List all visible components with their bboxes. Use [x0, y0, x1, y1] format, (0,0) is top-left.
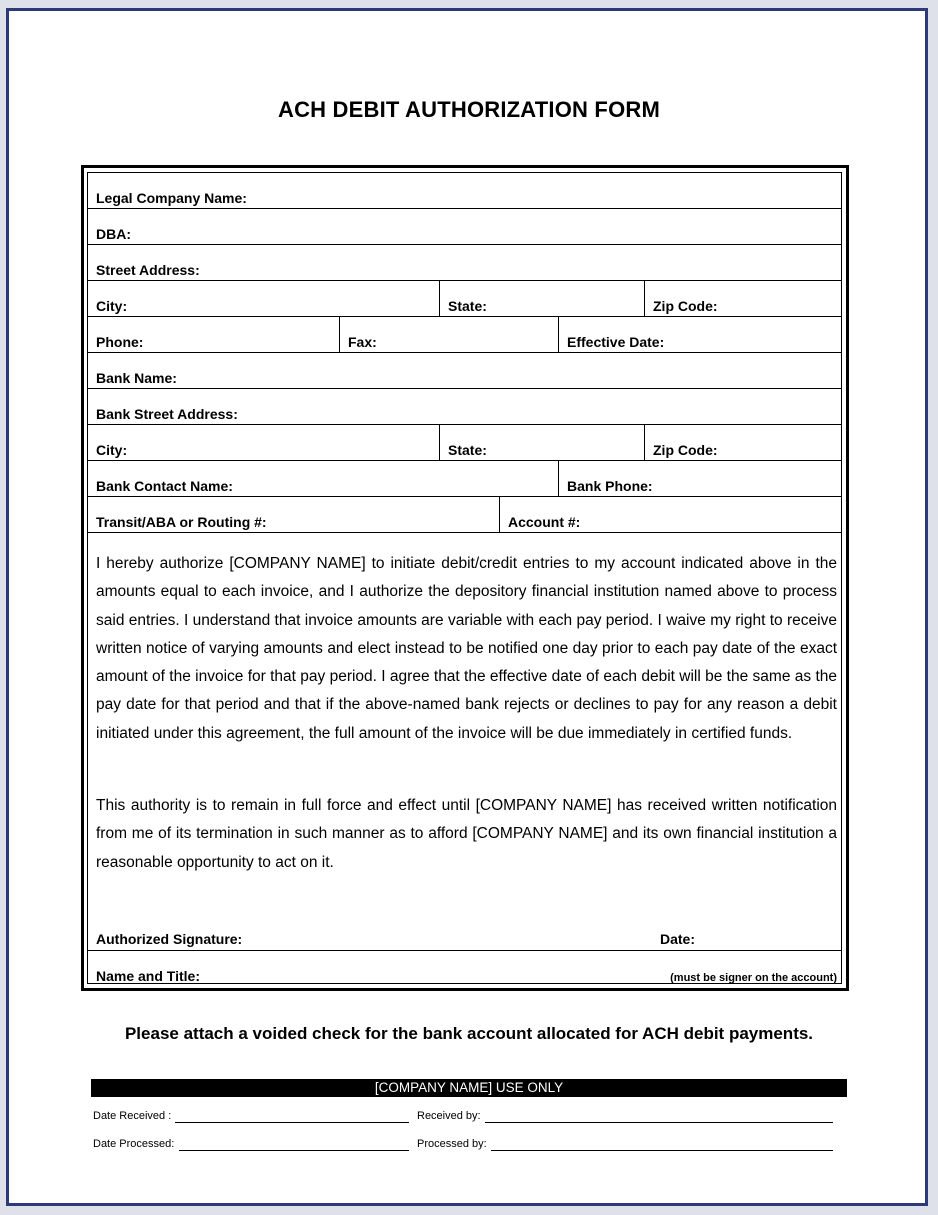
- row-dba: [88, 209, 841, 245]
- processed-by-line[interactable]: [491, 1150, 833, 1151]
- bank-contact-name-field[interactable]: [88, 461, 558, 496]
- bank-zip-code-field[interactable]: [644, 425, 841, 460]
- bank-street-address-field[interactable]: [88, 389, 841, 424]
- date-received-line[interactable]: [175, 1122, 409, 1123]
- name-and-title-label: Name and Title:: [96, 968, 200, 984]
- row-name-title: [88, 951, 841, 987]
- bank-state-label: State:: [448, 442, 487, 458]
- street-address-field[interactable]: [88, 245, 841, 280]
- signer-note: (must be signer on the account): [670, 972, 837, 984]
- date-processed-label: Date Processed:: [93, 1138, 175, 1150]
- bank-contact-name-label: Bank Contact Name:: [96, 478, 233, 494]
- name-and-title-field[interactable]: [88, 951, 841, 987]
- legal-company-name-field[interactable]: [88, 173, 841, 208]
- dba-label: DBA:: [96, 226, 131, 242]
- row-routing-account: [88, 497, 841, 533]
- bank-city-field[interactable]: [88, 425, 439, 460]
- authority-paragraph: This authority is to remain in full force and effect until [COMPANY NAME] has received written notification from me of its termination in such manner as to afford [COMPANY NAME] and its own financial institution a reasonable opportunity to act on it.: [96, 797, 837, 871]
- form-inner: [87, 172, 842, 984]
- fax-field[interactable]: [339, 317, 558, 352]
- signature-date-label: Date:: [660, 931, 696, 947]
- effective-date-label: Effective Date:: [567, 334, 665, 350]
- routing-number-field[interactable]: [88, 497, 499, 532]
- bank-street-address-label: Bank Street Address:: [96, 406, 238, 422]
- bank-phone-label: Bank Phone:: [567, 478, 653, 494]
- city-field[interactable]: [88, 281, 439, 316]
- bank-phone-field[interactable]: [558, 461, 841, 496]
- attach-check-note: Please attach a voided check for the bank account allocated for ACH debit payments.: [124, 1024, 814, 1043]
- form-box: [81, 165, 849, 991]
- office-use-header: [COMPANY NAME] USE ONLY: [91, 1079, 847, 1097]
- row-bank-city-state-zip: [88, 425, 841, 461]
- bank-name-field[interactable]: [88, 353, 841, 388]
- fax-label: Fax:: [348, 334, 377, 350]
- bank-zip-code-label: Zip Code:: [653, 442, 718, 458]
- state-field[interactable]: [439, 281, 644, 316]
- dba-field[interactable]: [88, 209, 841, 244]
- authorization-paragraph: I hereby authorize [COMPANY NAME] to initiate debit/credit entries to my account indicated above in the amounts equal to each invoice, and I authorize the depository financial institution named above to process said entries. I understand that invoice amounts are variable with each pay period. I waive my right to receive written notice of varying amounts and elect instead to be notified one day prior to each pay date of the exact amount of the invoice for that pay period. I agree that the effective date of each debit will be the same as the pay date for that period and that if the above-named bank rejects or declines to pay for any reason a debit initiated under this agreement, the full amount of the invoice will be due immediately in certified funds.: [96, 555, 837, 742]
- row-signature: [88, 915, 841, 951]
- authorized-signature-label: Authorized Signature:: [96, 931, 243, 947]
- signature-date-field[interactable]: [652, 915, 841, 950]
- form-title: ACH DEBIT AUTHORIZATION FORM: [277, 97, 660, 122]
- street-address-label: Street Address:: [96, 262, 200, 278]
- row-bank-name: [88, 353, 841, 389]
- row-phone-fax-date: [88, 317, 841, 353]
- received-by-label: Received by:: [417, 1110, 481, 1122]
- row-street-address: [88, 245, 841, 281]
- effective-date-field[interactable]: [558, 317, 841, 352]
- row-legal-company-name: [88, 173, 841, 209]
- row-city-state-zip: [88, 281, 841, 317]
- row-bank-contact: [88, 461, 841, 497]
- city-label: City:: [96, 298, 128, 314]
- received-by-line[interactable]: [485, 1122, 833, 1123]
- bank-state-field[interactable]: [439, 425, 644, 460]
- account-number-label: Account #:: [508, 514, 581, 530]
- phone-label: Phone:: [96, 334, 144, 350]
- authorized-signature-field[interactable]: [88, 915, 648, 950]
- zip-code-field[interactable]: [644, 281, 841, 316]
- account-number-field[interactable]: [499, 497, 841, 532]
- phone-field[interactable]: [88, 317, 339, 352]
- legal-company-name-label: Legal Company Name:: [96, 190, 247, 206]
- zip-code-label: Zip Code:: [653, 298, 718, 314]
- bank-city-label: City:: [96, 442, 128, 458]
- date-processed-line[interactable]: [179, 1150, 409, 1151]
- row-bank-street-address: [88, 389, 841, 425]
- state-label: State:: [448, 298, 487, 314]
- bank-name-label: Bank Name:: [96, 370, 177, 386]
- date-received-label: Date Received :: [93, 1110, 172, 1122]
- routing-number-label: Transit/ABA or Routing #:: [96, 514, 267, 530]
- processed-by-label: Processed by:: [417, 1138, 487, 1150]
